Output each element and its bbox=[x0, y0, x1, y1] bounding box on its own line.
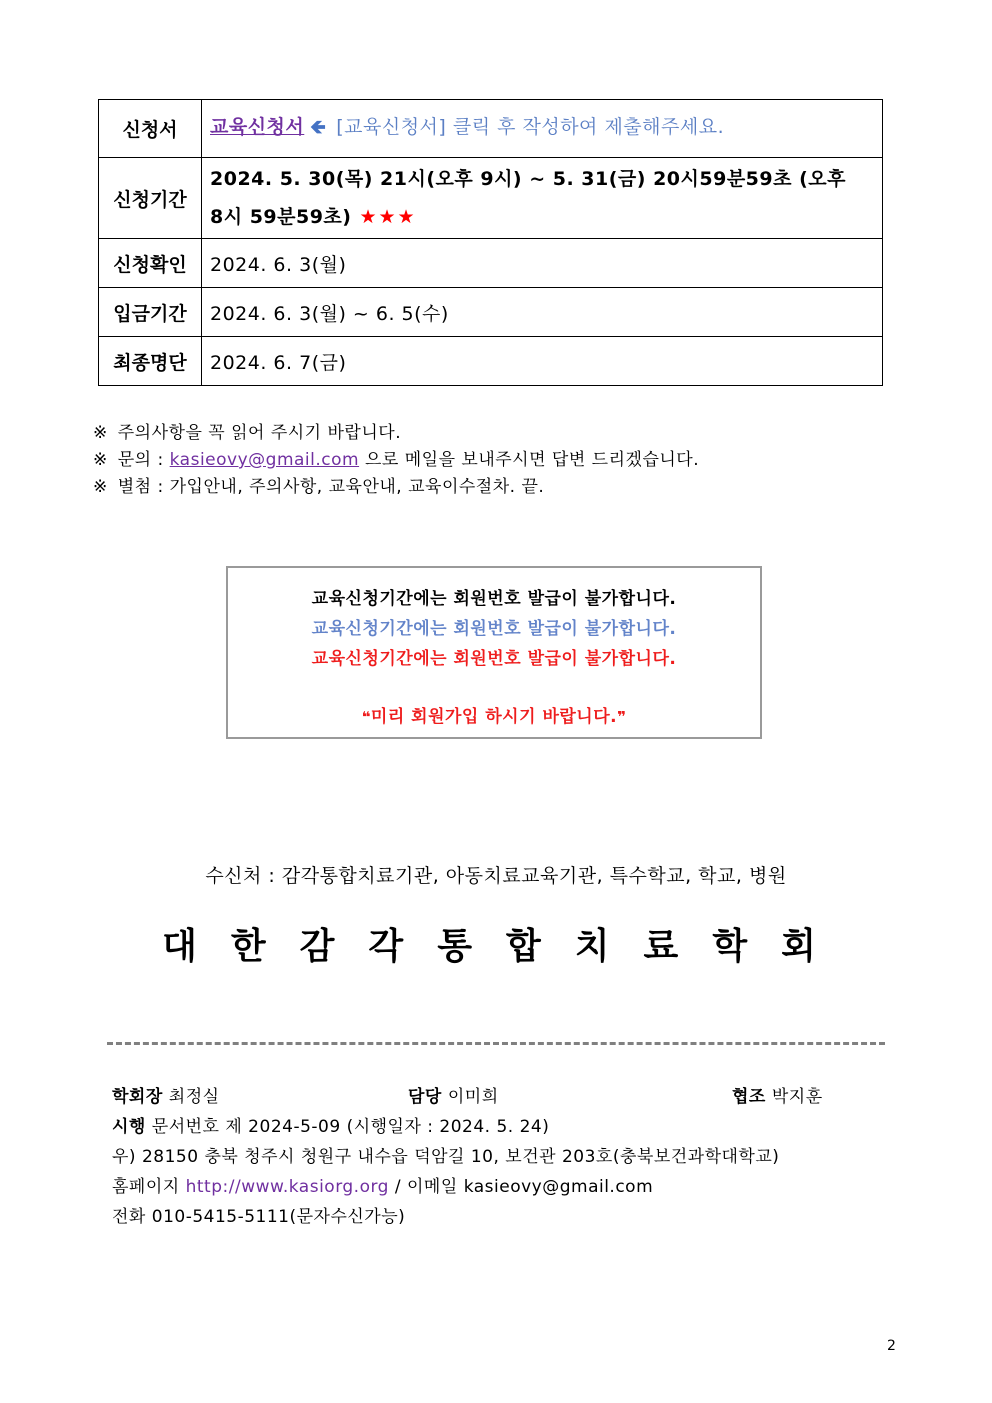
note-text: 으로 메일을 보내주시면 답변 드리겠습니다. bbox=[365, 450, 700, 470]
note-line bbox=[93, 420, 699, 447]
arrow-left-icon: 🡸 bbox=[310, 116, 327, 138]
close-quote-icon: ❞ bbox=[617, 708, 627, 726]
cooperation bbox=[732, 1082, 823, 1107]
notes-section bbox=[93, 420, 699, 501]
notice-line-black: 교육신청기간에는 회원번호 발급이 불가합니다. bbox=[311, 589, 677, 609]
coop-name: 박지훈 bbox=[771, 1087, 823, 1107]
note-line bbox=[93, 474, 699, 501]
row-label: 신청서 bbox=[99, 100, 202, 158]
notice-line-blue: 교육신청기간에는 회원번호 발급이 불가합니다. bbox=[311, 619, 677, 639]
table-row bbox=[99, 158, 883, 239]
manager-label: 담당 bbox=[408, 1087, 442, 1107]
table-row bbox=[99, 100, 883, 158]
table-row bbox=[99, 288, 883, 337]
reference-mark-icon: ※ bbox=[93, 477, 108, 497]
manager-name: 이미희 bbox=[447, 1087, 499, 1107]
note-text: 문의 : bbox=[117, 450, 164, 470]
application-form-link[interactable]: 교육신청서 bbox=[210, 116, 305, 138]
row-label: 입금기간 bbox=[99, 288, 202, 337]
email-label: / 이메일 bbox=[394, 1177, 458, 1197]
note-text: 주의사항을 꼭 읽어 주시기 바랍니다. bbox=[117, 423, 402, 443]
reference-mark-icon: ※ bbox=[93, 450, 108, 470]
table-row bbox=[99, 239, 883, 288]
signup-request bbox=[228, 702, 760, 727]
row-value bbox=[202, 100, 883, 158]
row-value bbox=[202, 158, 883, 239]
president-label: 학회장 bbox=[112, 1087, 163, 1107]
row-label: 최종명단 bbox=[99, 337, 202, 386]
contact-row bbox=[112, 1172, 653, 1197]
note-text: 별첨 : 가입안내, 주의사항, 교육안내, 교육이수절차. 끝. bbox=[117, 477, 545, 497]
notice-box bbox=[226, 566, 762, 739]
recipients: 수신처 : 감각통합치료기관, 아동치료교육기관, 특수학교, 학교, 병원 bbox=[205, 865, 787, 887]
row-label: 신청확인 bbox=[99, 239, 202, 288]
address: 우) 28150 충북 청주시 청원구 내수읍 덕암길 10, 보건관 203호(충북보건과학대학교) bbox=[112, 1147, 780, 1167]
contact-email-link[interactable]: kasieovy@gmail.com bbox=[169, 450, 360, 470]
manager bbox=[408, 1082, 499, 1107]
application-period: 2024. 5. 30(목) 21시(오후 9시) ~ 5. 31(금) 20시59분59초 (오후 8시 59분59초) bbox=[210, 168, 846, 228]
organization-name: 대한감각통합치료학회 bbox=[162, 926, 850, 967]
president bbox=[112, 1082, 220, 1107]
phone: 전화 010-5415-5111(문자수신가능) bbox=[112, 1207, 406, 1227]
application-hint: [교육신청서] 클릭 후 작성하여 제출해주세요. bbox=[336, 116, 725, 138]
row-label: 신청기간 bbox=[99, 158, 202, 239]
enforce-label: 시행 bbox=[112, 1117, 146, 1137]
row-value: 2024. 6. 3(월) bbox=[202, 239, 883, 288]
row-value: 2024. 6. 3(월) ~ 6. 5(수) bbox=[202, 288, 883, 337]
footer-email: kasieovy@gmail.com bbox=[463, 1177, 654, 1197]
open-quote-icon: ❝ bbox=[361, 708, 371, 726]
reference-mark-icon: ※ bbox=[93, 423, 108, 443]
dashed-divider bbox=[107, 1042, 885, 1045]
coop-label: 협조 bbox=[732, 1087, 766, 1107]
signup-text: 미리 회원가입 하시기 바랍니다. bbox=[370, 707, 618, 727]
homepage-label: 홈페이지 bbox=[112, 1177, 180, 1197]
application-info-table bbox=[98, 99, 883, 386]
page-number: 2 bbox=[887, 1338, 896, 1354]
star-icon: ★★★ bbox=[359, 206, 417, 228]
row-value: 2024. 6. 7(금) bbox=[202, 337, 883, 386]
table-row bbox=[99, 337, 883, 386]
note-line bbox=[93, 447, 699, 474]
homepage-link[interactable]: http://www.kasiorg.org bbox=[185, 1177, 389, 1197]
president-name: 최정실 bbox=[168, 1087, 220, 1107]
notice-line-red: 교육신청기간에는 회원번호 발급이 불가합니다. bbox=[311, 649, 677, 669]
enforcement-row bbox=[112, 1112, 549, 1137]
document-number: 문서번호 제 2024-5-09 (시행일자 : 2024. 5. 24) bbox=[151, 1117, 550, 1137]
